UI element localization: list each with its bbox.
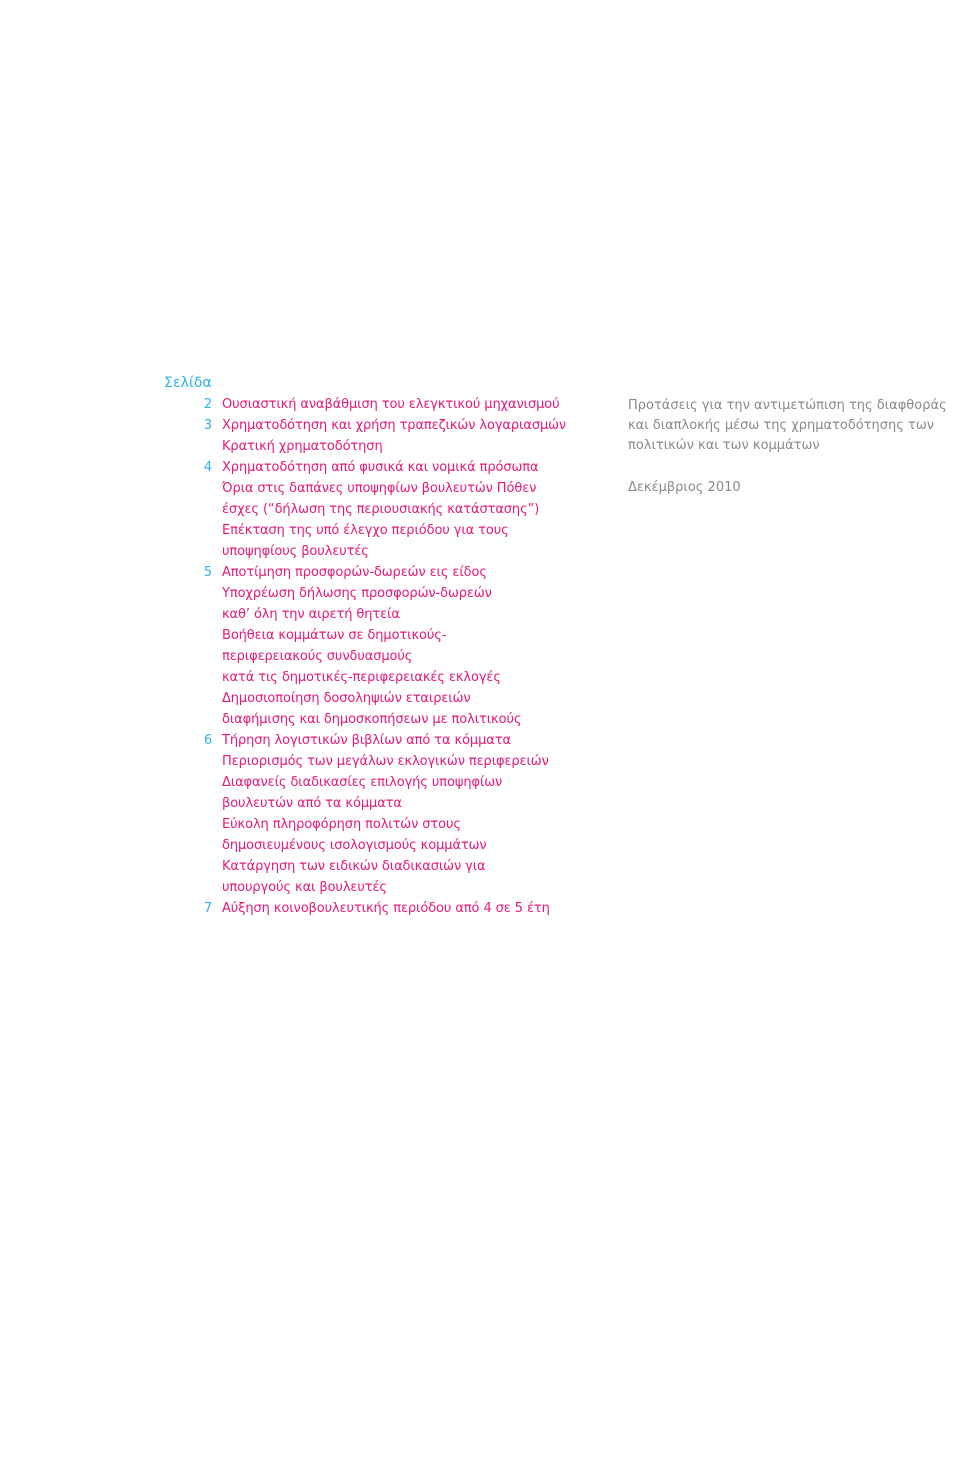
toc-line (190, 604, 590, 625)
toc-entry-text: καθ’ όλη την αιρετή θητεία (222, 607, 400, 622)
toc-line (190, 772, 590, 793)
toc-line (190, 583, 590, 604)
toc-page-number: 2 (203, 397, 212, 412)
toc-entry-text: περιφερειακούς συνδυασμούς (222, 649, 413, 664)
toc-line (190, 562, 590, 583)
toc-heading: Σελίδα (164, 375, 212, 391)
toc-line (190, 499, 590, 520)
toc-line (190, 457, 590, 478)
toc-page-number: 5 (203, 565, 212, 580)
document-title-line: και διαπλοκής μέσω της χρηματοδότησης των (628, 418, 935, 433)
table-of-contents (190, 394, 590, 919)
toc-entry-text: Όρια στις δαπάνες υποψηφίων βουλευτών Πόθεν (222, 481, 537, 496)
toc-entry-text: Τήρηση λογιστικών βιβλίων από τα κόμματα (222, 733, 511, 748)
toc-entry-text: Αποτίμηση προσφορών-δωρεών εις είδος (222, 565, 487, 580)
toc-entry-text: υποψηφίους βουλευτές (222, 544, 369, 559)
document-title (628, 396, 958, 456)
toc-line (190, 436, 590, 457)
toc-entry-text: υπουργούς και βουλευτές (222, 880, 387, 895)
toc-entry-text: Αύξηση κοινοβουλευτικής περιόδου από 4 σε 5 έτη (222, 901, 550, 916)
toc-line (190, 688, 590, 709)
toc-entry-text: Δημοσιοποίηση δοσοληψιών εταιρειών (222, 691, 471, 706)
toc-entry-text: κατά τις δημοτικές-περιφερειακές εκλογές (222, 670, 501, 685)
document-title-line: Προτάσεις για την αντιμετώπιση της διαφθοράς (628, 398, 947, 413)
toc-entry-text: Βοήθεια κομμάτων σε δημοτικούς- (222, 628, 447, 643)
toc-line (190, 898, 590, 919)
toc-entry-text: Χρηματοδότηση από φυσικά και νομικά πρόσωπα (222, 460, 539, 475)
toc-line (190, 835, 590, 856)
toc-line (190, 751, 590, 772)
toc-entry-text: Υποχρέωση δήλωσης προσφορών-δωρεών (222, 586, 492, 601)
toc-line (190, 793, 590, 814)
toc-entry-text: Επέκταση της υπό έλεγχο περιόδου για τους (222, 523, 509, 538)
toc-entry-text: Κατάργηση των ειδικών διαδικασιών για (222, 859, 486, 874)
toc-line (190, 646, 590, 667)
toc-entry-text: Διαφανείς διαδικασίες επιλογής υποψηφίων (222, 775, 503, 790)
toc-page-number: 7 (203, 901, 212, 916)
toc-line (190, 520, 590, 541)
toc-entry-text: βουλευτών από τα κόμματα (222, 796, 402, 811)
toc-line (190, 394, 590, 415)
toc-line (190, 415, 590, 436)
toc-entry-text: Ουσιαστική αναβάθμιση του ελεγκτικού μηχανισμού (222, 397, 560, 412)
toc-page-number: 6 (203, 733, 212, 748)
toc-entry-text: Περιορισμός των μεγάλων εκλογικών περιφερειών (222, 754, 549, 769)
toc-line (190, 667, 590, 688)
toc-line (190, 856, 590, 877)
toc-line (190, 709, 590, 730)
toc-line (190, 814, 590, 835)
toc-line (190, 730, 590, 751)
toc-entry-text: Χρηματοδότηση και χρήση τραπεζικών λογαριασμών (222, 418, 567, 433)
toc-line (190, 877, 590, 898)
toc-page-number: 3 (203, 418, 212, 433)
toc-page-number: 4 (203, 460, 212, 475)
document-title-line: πολιτικών και των κομμάτων (628, 438, 820, 453)
toc-entry-text: διαφήμισης και δημοσκοπήσεων με πολιτικούς (222, 712, 522, 727)
toc-entry-text: Κρατική χρηματοδότηση (222, 439, 383, 454)
toc-entry-text: δημοσιευμένους ισολογισμούς κομμάτων (222, 838, 487, 853)
document-date: Δεκέμβριος 2010 (628, 480, 741, 495)
toc-line (190, 625, 590, 646)
toc-entry-text: έσχες (“δήλωση της περιουσιακής κατάστασης”) (222, 502, 540, 517)
toc-line (190, 541, 590, 562)
toc-line (190, 478, 590, 499)
toc-entry-text: Εύκολη πληροφόρηση πολιτών στους (222, 817, 461, 832)
